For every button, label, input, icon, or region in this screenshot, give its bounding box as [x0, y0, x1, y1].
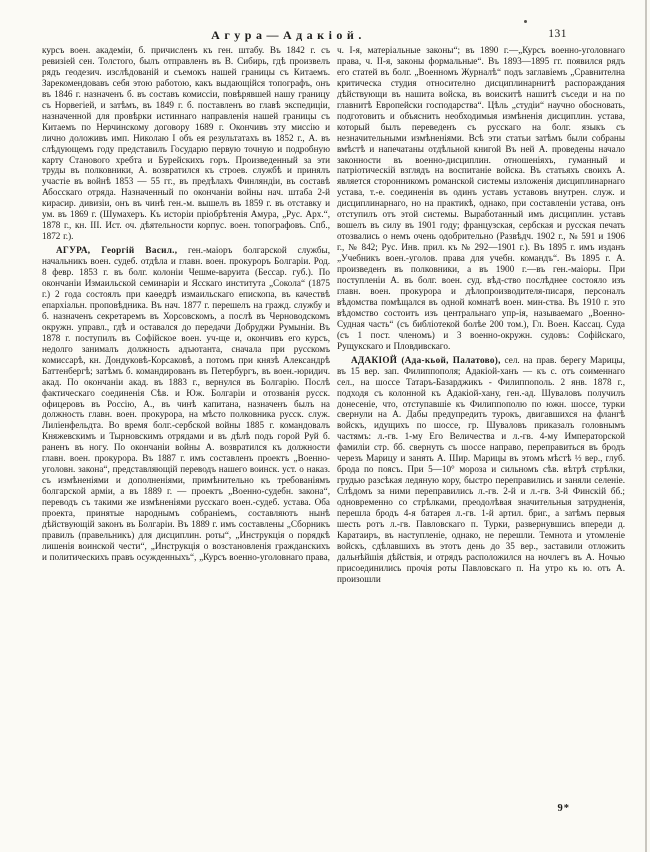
entry-adakioy: [337, 355, 625, 585]
left-column: [42, 45, 330, 585]
paragraph-continuation: [337, 45, 625, 352]
entry-headword: АГУРА, Георгій Васил.,: [56, 245, 178, 256]
scan-speck: [524, 20, 527, 23]
text-columns: [42, 45, 626, 585]
entry-headword: АДАКІОЙ (Ада-кьой, Палатово),: [351, 354, 501, 365]
entry-agura: [42, 245, 330, 563]
paragraph-text: ген.-маіоръ болгарской службы, начальникъ воен. судеб. отдѣла и главн. воен. прокуроръ Болгаріи. Род. 8 февр. 1853 г. въ болг. колоніи Чешме-варуита (Бессар. губ.). По окончаніи Измаильской семинаріи и Ясскаго института „Сокола“ (1875 г.) 2 года состоялъ при каѳедрѣ измаильскаго епископа, въ качествѣ епархіальн. проповѣдника. Въ нач. 1877 г. перешелъ на гражд. службу и б. назначенъ секретаремъ въ Хорсовскомъ, а послѣ въ Черноводскомъ окружн. управл., гдѣ и оставался до передачи Добруджи Румыніи. Въ 1878 г. поступилъ въ Софійское воен. уч-ще и, окончивъ его курсъ, недолго занималъ должность адъютанта, сначала при русскомъ комиссарѣ, кн. Дондуковѣ-Корсаковѣ, а потомъ при князѣ Александрѣ Баттенбергѣ; затѣмъ б. командированъ въ Петербургъ, въ воен.-юридич. акад. По окончаніи акад. въ 1883 г., вернулся въ Болгарію. Послѣ фактическаго соединенія Сѣв. и Юж. Болгаріи и отозванія русск. офицеровъ въ Россію, А., въ чинѣ капитана, назначенъ былъ на должность главн. воен. прокурора, на мѣсто полковника русск. служ. Лиліенфельдта. Во время болг.-сербской войны 1885 г. командовалъ Княжевскимъ и Тырновскимъ отрядами и въ дѣлѣ подъ горой Руй б. раненъ въ ногу. По окончаніи войны А. возвратился къ должности главн. воен. прокурора. Въ 1887 г. имъ составленъ проектъ „Военно-уголовн. закона“, представляющій переводъ нашего воинск. уст. о наказ. съ измѣненіями и дополненіями, примѣнительно къ требованіямъ болгарской арміи, а въ 1889 г. — проектъ „Военно-судебн. закона“, переводъ съ такими же измѣненіями русскаго воен.-судеб. устава. Оба проекта, принятые народнымъ собраніемъ, составляютъ нынѣ дѣйствующій законъ въ Болгаріи. Въ 1889 г. имъ составлены „Сборникъ правилъ (правельникъ) для дисциплин. роты“, „Инструкція о порядкѣ лишенія воинской чести“, „Инструкція о возстановленія гражданскихъ и политическихъ правъ осужденныхъ“, „Курсъ военно-уголовнаго права,: [42, 245, 331, 562]
paragraph-text: сел. на прав. берегу Марицы, въ 15 вер. зап. Филиппополя; Адакіой-ханъ — къ с. отъ соименнаго сел., на шоссе Татаръ-Базарджикъ - Филиппополь. 2 янв. 1878 г., подходя съ колонной къ Адакіой-хану, ген.-ад. Шуваловъ получилъ донесеніе, что, отступавшіе къ Филиппополю по южн. шоссе, турки свернули на А. Дабы предупредить турокъ, двигавшихся на флангѣ войскъ, идущихъ по шоссе, гр. Шуваловъ приказалъ головнымъ частямъ: л.-гв. 1-му Его Величества и л.-гв. 4-му Императорской фамиліи стр. бб. свернуть съ шоссе направо, переправиться въ бродъ черезъ Марицу и занять А. Шир. Марицы въ этомъ мѣстѣ ½ вер., глуб. брода по поясъ. При 5—10° мороза и сильномъ сѣв. вѣтрѣ стрѣлки, грудью разсѣкая ледяную кору, быстро переправились и заняли селеніе. Слѣдомъ за ними переправились л.-гв. 2-й и л.-гв. 3-й Финскій бб.; одновременно со стрѣлками, преодолѣвая значительныя затрудненія, перешла бродъ 4-я батарея л.-гв. 1-й артил. бриг., а затѣмъ первыя шесть ротъ л.-гв. Павловскаго п. Турки, развернувшись впереди д. Каратаиръ, въ наступленіе, однако, не перешли. Темнота и утомленіе войскъ, сдѣлавшихъ въ этотъ день до 35 вер., заставили отложить дальнѣйшія дѣйствія, и отрядъ расположился на ночлегъ въ А. Ночью присоединились прочія роты Павловскаго п. На утро къ ю. отъ А. произошли: [337, 354, 625, 584]
page-number: 131: [548, 28, 567, 40]
paragraph-text: курсъ воен. академіи, б. причисленъ къ ген. штабу. Въ 1842 г. съ ревизіей сен. Толстого, былъ отправленъ въ В. Сибирь, гдѣ произвелъ рядъ геодезич. изслѣдованій и съемокъ нашей границы съ Китаемъ. Зарекомендовавъ себя этою работою, какъ выдающійся топографъ, онъ въ 1846 г. назначенъ б. въ составъ комиссіи, повѣрявшей нашу границу съ Норвегіей, и затѣмъ, въ 1849 г. б. поставленъ во главѣ экспедиціи, назначенной для провѣрки истиннаго направленія нашей границы съ Китаемъ по Нерчинскому договору 1689 г. Окончивъ эту миссію и лично доложивъ имп. Николаю I объ ея результатахъ въ 1852 г., А. въ слѣдующемъ году представилъ Государю первую точную и подробную карту Станового хребта и Бурейскихъ горъ. Произведенный за эти труды въ полковники, А. возвратился къ строев. службѣ и принялъ участіе въ войнѣ 1853 — 55 гг., въ предѣлахъ Финляндіи, въ составѣ Абосскаго отряда. Назначенный по окончаніи войны нач. штаба 2-й кирасир. дивизіи, онъ въ чинѣ ген.-м. вышелъ въ 1859 г. въ отставку и ум. въ 1869 г. (Шумахеръ. Къ исторіи пріобрѣтенія Амура, „Рус. Арх.“, 1878 г., кн. III. Ист. оч. дѣятельности корпус. воен. топографовъ. Спб., 1872 г.).: [42, 45, 330, 242]
running-head-title: Агура—Адакіой.: [211, 28, 366, 42]
right-column: [337, 45, 625, 585]
paragraph-continuation: [42, 45, 330, 242]
printer-signature-mark: 9*: [557, 803, 570, 814]
paragraph-text: ч. I-я, матеріальные законы“; въ 1890 г.—„Курсъ военно-уголовнаго права, ч. II-я, законы формальные“. Въ 1893—1895 гг. появился рядъ его статей въ болг. „Военномъ Журналѣ“ подъ заглавіемъ „Сравнителна критическа студия относително дисциплинарнитѣ распораждания дѣйствующи въ нашита войска, въ воискитѣ нашитѣ съседи и на по главнитѣ Европейски господарства“. Цѣль „студіи“ научно обосновать, подготовить и объяснить необходимыя измѣненія дисциплин. устава, который былъ переведенъ съ русскаго на болг. языкъ съ незначительными измѣненіями. Всѣ эти статьи затѣмъ были собраны вмѣстѣ и напечатаны отдѣльной книгой Въ ней А. проведены начало законности въ военно-дисциплин. отношеніяхъ, гуманный и патріотическій взглядъ на воспитаніе войска. Въ статьяхъ своихъ А. является сторонникомъ романской системы изложенія дисциплинарнаго устава, т.-е. соединенія въ одинъ уставъ уставовъ внутрен. служ. и дисциплинарнаго, но на практикѣ, однако, при составленіи устава, онъ отступилъ отъ этой системы. Выработанный имъ дисциплин. уставъ вошелъ въ силу въ 1901 году; французская, сербская и русская печать отозвались о немъ очень одобрительно (Развѣдч. 1902 г., № 591 и 1906 г., № 842; Рус. Инв. прил. къ № 292—1901 г.). Въ 1895 г. имъ изданъ „Учебникъ воен.-уголов. права для учебн. командъ“. Въ 1895 г. А. произведенъ въ полковники, а въ 1900 г.—въ ген.-маіоры. При поступленіи А. въ болг. воен. суд. вѣд-ство послѣднее состояло изъ главн. воен. прокурора и дѣлопроизводителя-писаря, персоналъ вѣдомства помѣщался въ одной комнатѣ воен. мин-ства. Въ 1910 г. это вѣдомство состоитъ изъ центральнаго упр-ія, называемаго „Военно-Судная часть“ (съ библіотекой болѣе 200 том.), Гл. Воен. Кассац. Суда (съ 1 пост. членомъ) и 3 военно-окружн. судовъ: Софійскаго, Рущукскаго и Пловдивскаго.: [337, 45, 625, 351]
running-head: [42, 28, 625, 44]
page-edge-shadow: [645, 0, 647, 852]
